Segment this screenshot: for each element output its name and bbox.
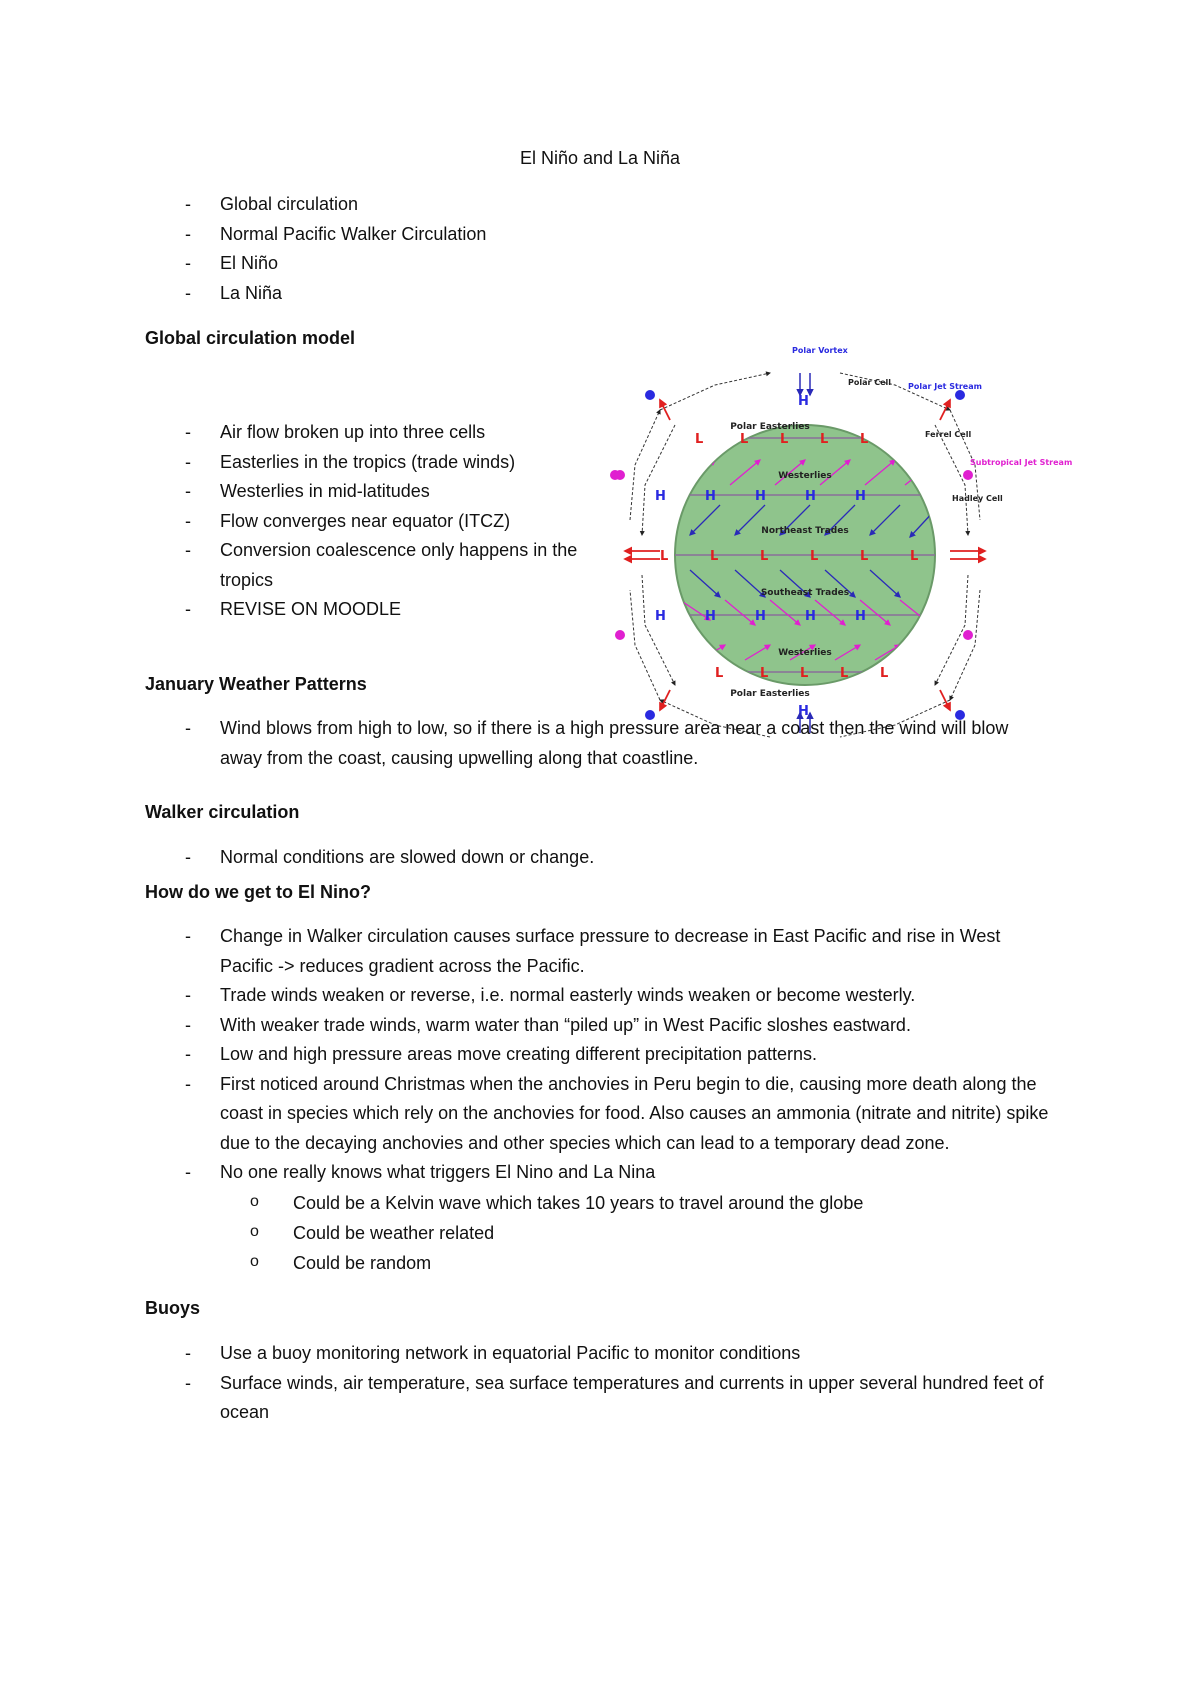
list-item: - Use a buoy monitoring network in equatorial Pacific to monitor conditions [145, 1339, 1055, 1369]
section-heading-january [145, 674, 367, 695]
high-marker: H [855, 489, 866, 504]
label-polar-vortex: Polar Vortex [792, 346, 848, 355]
high-marker: H [805, 609, 816, 624]
sub-list-item: o Could be a Kelvin wave which takes 10 years to travel around the globe [145, 1188, 1055, 1218]
global-circulation-diagram [620, 346, 1073, 735]
band-label: Northeast Trades [761, 526, 849, 536]
high-marker: H [755, 609, 766, 624]
heading-text: January Weather Patterns [145, 674, 367, 694]
list-item: - First noticed around Christmas when the anchovies in Peru begin to die, causing more death along the coast in species which rely on the anchovies for food. Also causes an ammonia (nitrate and nitrite) spike due to the decaying anchovies and other species which can lead to a temporary dead zone. [145, 1070, 1055, 1159]
low-marker: L [810, 549, 819, 564]
low-marker: L [760, 666, 769, 681]
band-label: Southeast Trades [760, 588, 850, 598]
label-subtropical-jet: Subtropical Jet Stream [970, 458, 1073, 467]
global-list-block [145, 418, 595, 625]
high-marker: H [855, 609, 866, 624]
high-marker: H [755, 489, 766, 504]
january-list [145, 714, 1045, 773]
high-marker: H [655, 609, 666, 624]
toc-list-block [145, 190, 486, 308]
low-marker: L [860, 432, 869, 447]
list-item: - With weaker trade winds, warm water than “piled up” in West Pacific sloshes eastward. [145, 1011, 1055, 1041]
label-polar-cell: Polar Cell [848, 378, 892, 387]
high-marker: H [805, 489, 816, 504]
low-marker: L [740, 432, 749, 447]
toc-item: - La Niña [145, 279, 486, 309]
sub-list-item: o Could be random [145, 1248, 1055, 1278]
low-marker: L [760, 549, 769, 564]
high-marker: H [705, 609, 716, 624]
low-marker: L [820, 432, 829, 447]
band-label: Polar Easterlies [730, 422, 810, 432]
walker-list-block [145, 843, 1045, 873]
low-marker: L [710, 549, 719, 564]
list-item: - Surface winds, air temperature, sea surface temperatures and currents in upper several hundred feet of ocean [145, 1369, 1055, 1428]
list-item: - Easterlies in the tropics (trade winds) [145, 448, 595, 478]
low-marker: L [800, 666, 809, 681]
list-item: - Change in Walker circulation causes surface pressure to decrease in East Pacific and rise in West Pacific -> reduces gradient across the Pacific. [145, 922, 1055, 981]
list-item: - Conversion coalescence only happens in the tropics [145, 536, 595, 595]
label-hadley-cell: Hadley Cell [952, 494, 1003, 503]
label-ferrel-cell: Ferrel Cell [925, 430, 972, 439]
toc-list [145, 190, 486, 308]
low-marker: L [860, 549, 869, 564]
subtropical-jet-dot [615, 470, 625, 480]
elnino-sublist [145, 1188, 1055, 1278]
high-marker: H [705, 489, 716, 504]
label-polar-jet: Polar Jet Stream [908, 382, 982, 391]
buoys-list [145, 1339, 1055, 1428]
low-marker: L [780, 432, 789, 447]
low-marker: L [715, 666, 724, 681]
heading-text: Buoys [145, 1298, 201, 1318]
elnino-list [145, 922, 1055, 1188]
section-heading-global [145, 328, 355, 349]
low-marker: L [695, 432, 704, 447]
band-label: Westerlies [778, 648, 832, 658]
heading-text: Walker circulation [145, 802, 300, 822]
list-item: - Flow converges near equator (ITCZ) [145, 507, 595, 537]
list-item: - Low and high pressure areas move creating different precipitation patterns. [145, 1040, 1055, 1070]
band-label: Westerlies [778, 471, 832, 481]
section-heading-elnino [145, 882, 371, 903]
subtropical-jet-dot [615, 630, 625, 640]
list-item: - Air flow broken up into three cells [145, 418, 595, 448]
heading-text: Global circulation model [145, 328, 356, 348]
section-heading-buoys [145, 1298, 200, 1319]
sub-list-item: o Could be weather related [145, 1218, 1055, 1248]
section-heading-walker [145, 802, 299, 823]
high-marker: H [655, 489, 666, 504]
list-item: - Normal conditions are slowed down or change. [145, 843, 1045, 873]
high-marker: H [798, 704, 809, 719]
polar-jet-dot [955, 390, 965, 400]
low-marker: L [840, 666, 849, 681]
band-label: Polar Easterlies [730, 689, 810, 699]
list-item: - REVISE ON MOODLE [145, 595, 595, 625]
elnino-list-block [145, 922, 1055, 1278]
heading-text: How do we get to El Nino? [145, 882, 371, 902]
toc-item: - El Niño [145, 249, 486, 279]
low-marker: L [660, 549, 669, 564]
list-item: - Trade winds weaken or reverse, i.e. normal easterly winds weaken or become westerly. [145, 981, 1055, 1011]
list-item: - Wind blows from high to low, so if there is a high pressure area near a coast then the wind will blow away from the coast, causing upwelling along that coastline. [145, 714, 1045, 773]
list-item: - Westerlies in mid-latitudes [145, 477, 595, 507]
low-marker: L [880, 666, 889, 681]
subtropical-jet-dot [963, 470, 973, 480]
toc-item: - Normal Pacific Walker Circulation [145, 220, 486, 250]
walker-list [145, 843, 1045, 873]
january-list-block [145, 714, 1045, 773]
toc-item: - Global circulation [145, 190, 486, 220]
document-title: El Niño and La Niña [519, 148, 681, 168]
global-list [145, 418, 595, 625]
subtropical-jet-dot [963, 630, 973, 640]
high-marker: H [798, 394, 809, 409]
low-marker: L [910, 549, 919, 564]
buoys-list-block [145, 1339, 1055, 1428]
list-item: - No one really knows what triggers El Nino and La Nina [145, 1158, 1055, 1188]
polar-jet-dot [645, 390, 655, 400]
